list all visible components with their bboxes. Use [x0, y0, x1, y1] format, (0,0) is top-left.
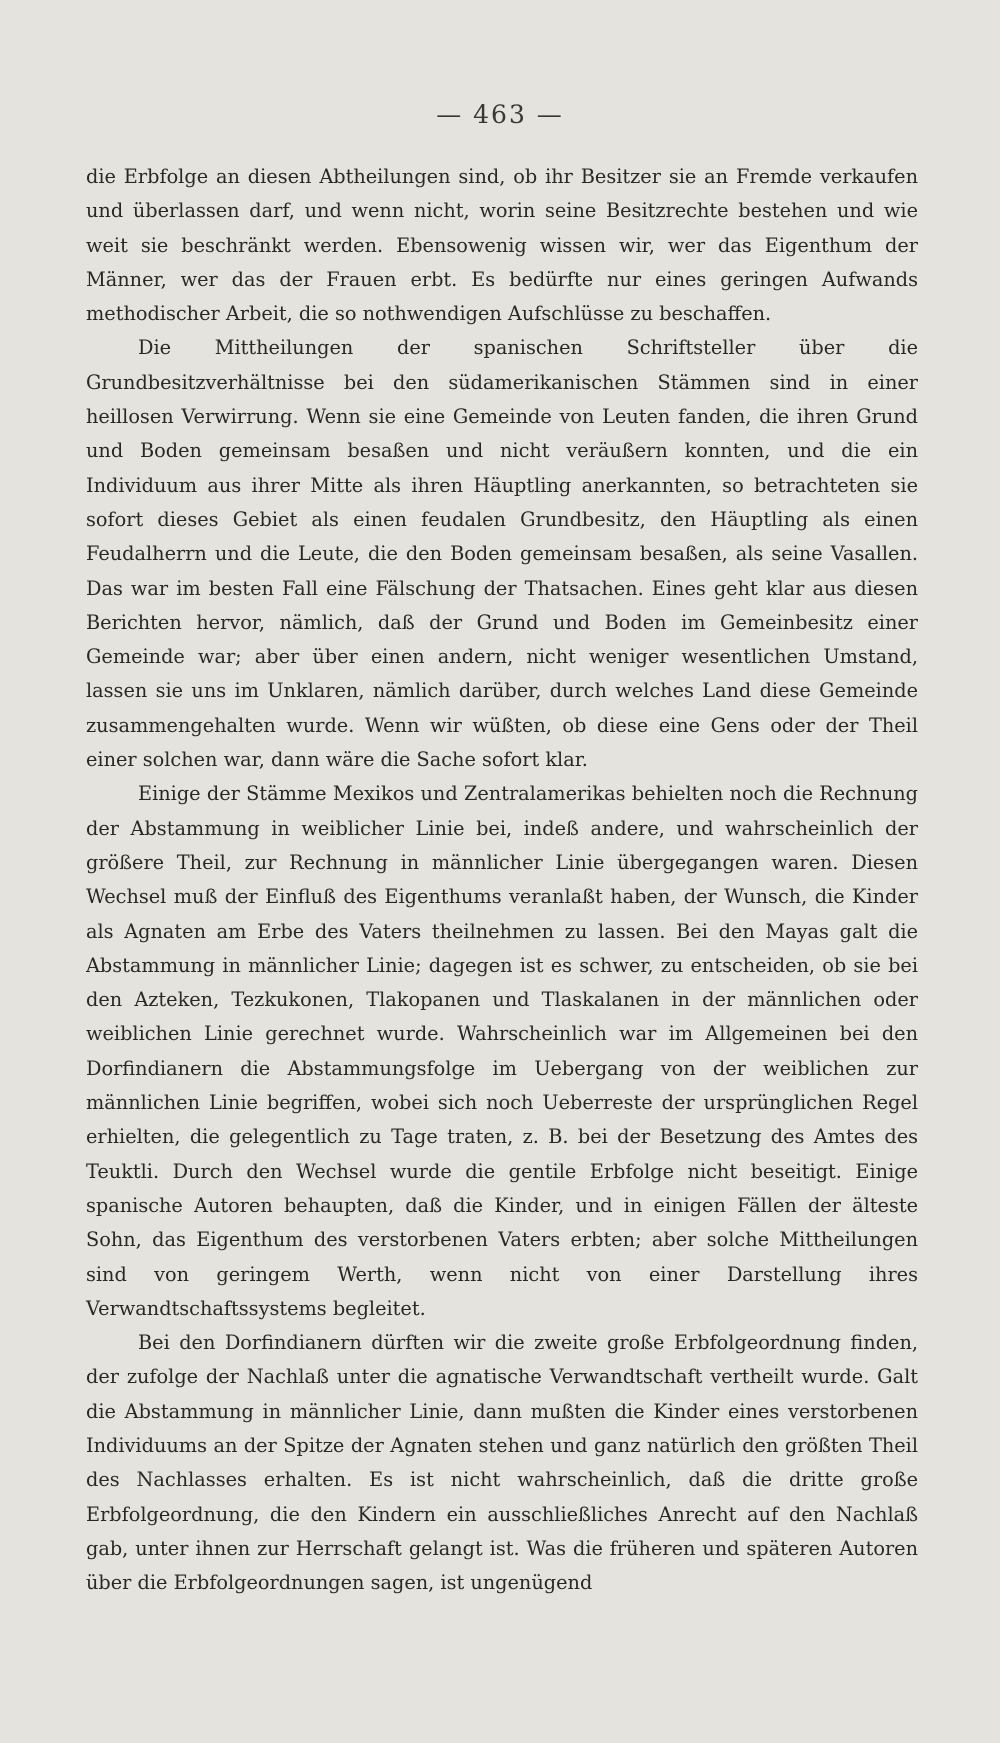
page-body [86, 160, 918, 1600]
paragraph-continued: die Erbfolge an diesen Abtheilungen sind, ob ihr Besitzer sie an Fremde verkaufen und überlassen darf, und wenn nicht, worin seine Besitzrechte bestehen und wie weit sie beschränkt werden. Ebensowenig wissen wir, wer das Eigenthum der Männer, wer das der Frauen erbt. Es bedürfte nur eines geringen Aufwands methodischer Arbeit, die so nothwendigen Aufschlüsse zu beschaffen. [86, 165, 918, 326]
page-number: — 463 — [436, 100, 564, 129]
paragraph-spanish-writers: Die Mittheilungen der spanischen Schriftsteller über die Grundbesitzverhältnisse bei den südamerikanischen Stämmen sind in einer heillosen Verwirrung. Wenn sie eine Gemeinde von Leuten fanden, die ihren Grund und Boden gemeinsam besaßen und nicht veräußern konnten, und die ein Individuum aus ihrer Mitte als ihren Häuptling anerkannten, so betrachteten sie sofort dieses Gebiet als einen feudalen Grundbesitz, den Häuptling als einen Feudalherrn und die Leute, die den Boden gemeinsam besaßen, als seine Vasallen. Das war im besten Fall eine Fälschung der Thatsachen. Eines geht klar aus diesen Berichten hervor, nämlich, daß der Grund und Boden im Gemeinbesitz einer Gemeinde war; aber über einen andern, nicht weniger wesentlichen Umstand, lassen sie uns im Unklaren, nämlich darüber, durch welches Land diese Gemeinde zusammengehalten wurde. Wenn wir wüßten, ob diese eine Gens oder der Theil einer solchen war, dann wäre die Sache sofort klar. [86, 336, 918, 772]
paragraph-mexico-tribes: Einige der Stämme Mexikos und Zentralamerikas behielten noch die Rechnung der Abstammung in weiblicher Linie bei, indeß andere, und wahrscheinlich der größere Theil, zur Rechnung in männlicher Linie übergegangen waren. Diesen Wechsel muß der Einfluß des Eigenthums veranlaßt haben, der Wunsch, die Kinder als Agnaten am Erbe des Vaters theilnehmen zu lassen. Bei den Mayas galt die Abstammung in männlicher Linie; dagegen ist es schwer, zu entscheiden, ob sie bei den Azteken, Tezkukonen, Tlakopanen und Tlaskalanen in der männlichen oder weiblichen Linie gerechnet wurde. Wahrscheinlich war im Allgemeinen bei den Dorfindianern die Abstammungsfolge im Uebergang von der weiblichen zur männlichen Linie begriffen, wobei sich noch Ueberreste der ursprünglichen Regel erhielten, die gelegentlich zu Tage traten, z. B. bei der Besetzung des Amtes des Teuktli. Durch den Wechsel wurde die gentile Erbfolge nicht beseitigt. Einige spanische Autoren behaupten, daß die Kinder, und in einigen Fällen der älteste Sohn, das Eigenthum des verstorbenen Vaters erbten; aber solche Mittheilungen sind von geringem Werth, wenn nicht von einer Darstellung ihres Verwandtschaftssystems begleitet. [86, 782, 918, 1320]
paragraph-village-indians: Bei den Dorfindianern dürften wir die zweite große Erbfolgeordnung finden, der zufolge der Nachlaß unter die agnatische Verwandtschaft vertheilt wurde. Galt die Abstammung in männlicher Linie, dann mußten die Kinder eines verstorbenen Individuums an der Spitze der Agnaten stehen und ganz natürlich den größten Theil des Nachlasses erhalten. Es ist nicht wahrscheinlich, daß die dritte große Erbfolgeordnung, die den Kindern ein ausschließliches Anrecht auf den Nachlaß gab, unter ihnen zur Herrschaft gelangt ist. Was die früheren und späteren Autoren über die Erbfolgeordnungen sagen, ist ungenügend [86, 1331, 918, 1595]
